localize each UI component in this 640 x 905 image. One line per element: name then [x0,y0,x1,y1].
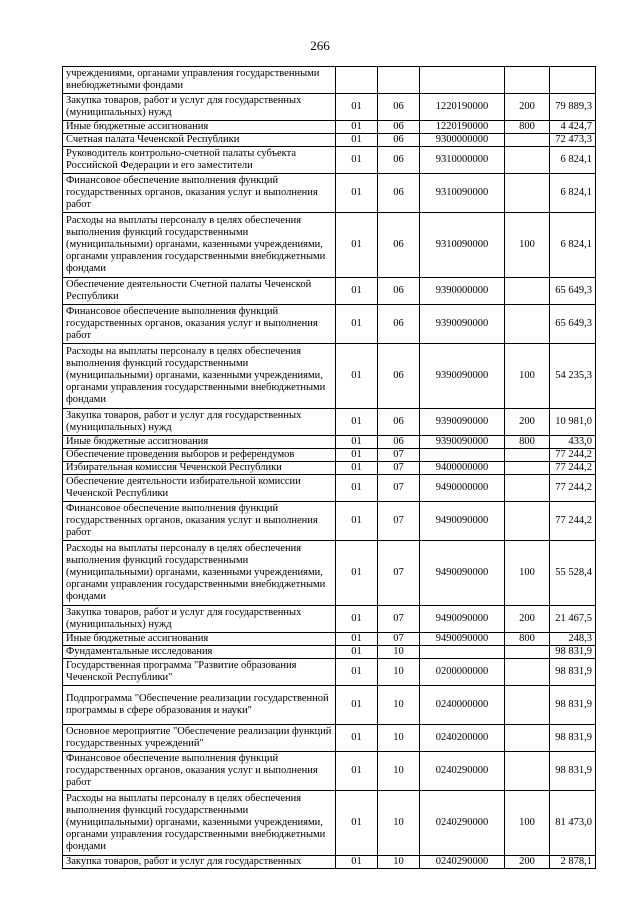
row-subsection-cell: 07 [378,606,420,633]
row-amount-cell: 98 831,9 [550,646,596,659]
row-name-cell: Финансовое обеспечение выполнения функций государственных органов, оказания услуг и выполнения работ [63,502,336,541]
row-subsection-cell: 10 [378,686,420,725]
row-expense-type-cell [505,752,550,791]
row-expense-type-cell: 100 [505,344,550,409]
row-amount-cell: 79 889,3 [550,94,596,121]
row-amount-cell: 6 824,1 [550,213,596,278]
row-expense-type-cell: 800 [505,633,550,646]
row-section-cell: 01 [336,213,378,278]
row-name-cell: Финансовое обеспечение выполнения функций государственных органов, оказания услуг и выполнения работ [63,752,336,791]
table-row [63,791,596,856]
row-expense-type-cell [505,449,550,462]
row-target-item-cell: 1220190000 [420,121,505,134]
row-subsection-cell: 10 [378,856,420,869]
table-row [63,856,596,869]
row-target-item-cell: 9390090000 [420,305,505,344]
row-expense-type-cell [505,305,550,344]
row-section-cell [336,67,378,94]
table-row [63,174,596,213]
row-amount-cell [550,67,596,94]
row-amount-cell: 98 831,9 [550,752,596,791]
row-amount-cell: 4 424,7 [550,121,596,134]
row-target-item-cell: 0240200000 [420,725,505,752]
table-row [63,409,596,436]
row-expense-type-cell [505,147,550,174]
row-subsection-cell: 06 [378,409,420,436]
row-target-item-cell: 9400000000 [420,462,505,475]
row-amount-cell: 54 235,3 [550,344,596,409]
row-expense-type-cell: 100 [505,213,550,278]
row-target-item-cell [420,646,505,659]
row-subsection-cell: 06 [378,174,420,213]
row-subsection-cell: 06 [378,121,420,134]
row-name-cell: Расходы на выплаты персоналу в целях обеспечения выполнения функций государственными (муниципальными) органами, казенными учреждениями, органами управления государственными внебюджетными фондами [63,791,336,856]
row-target-item-cell: 9300000000 [420,134,505,147]
row-section-cell: 01 [336,174,378,213]
row-section-cell: 01 [336,305,378,344]
row-name-cell: Расходы на выплаты персоналу в целях обеспечения выполнения функций государственными (муниципальными) органами, казенными учреждениями, органами управления государственными внебюджетными фондами [63,213,336,278]
row-expense-type-cell: 100 [505,791,550,856]
row-amount-cell: 65 649,3 [550,305,596,344]
row-name-cell: Финансовое обеспечение выполнения функций государственных органов, оказания услуг и выполнения работ [63,174,336,213]
row-amount-cell: 433,0 [550,436,596,449]
row-expense-type-cell: 200 [505,606,550,633]
row-expense-type-cell [505,134,550,147]
row-amount-cell: 10 981,0 [550,409,596,436]
table-row [63,752,596,791]
row-section-cell: 01 [336,475,378,502]
row-section-cell: 01 [336,121,378,134]
row-expense-type-cell: 800 [505,436,550,449]
row-subsection-cell: 06 [378,134,420,147]
row-expense-type-cell [505,475,550,502]
row-target-item-cell: 9310090000 [420,174,505,213]
row-section-cell: 01 [336,646,378,659]
row-target-item-cell: 0240290000 [420,791,505,856]
row-target-item-cell: 9390000000 [420,278,505,305]
row-section-cell: 01 [336,94,378,121]
row-expense-type-cell: 800 [505,121,550,134]
row-subsection-cell: 10 [378,725,420,752]
row-name-cell: Финансовое обеспечение выполнения функций государственных органов, оказания услуг и выполнения работ [63,305,336,344]
row-amount-cell: 72 473,3 [550,134,596,147]
row-target-item-cell: 0240000000 [420,686,505,725]
row-name-cell: Закупка товаров, работ и услуг для государственных (муниципальных) нужд [63,409,336,436]
row-section-cell: 01 [336,725,378,752]
row-target-item-cell: 9490090000 [420,633,505,646]
row-name-cell: Закупка товаров, работ и услуг для государственных [63,856,336,869]
row-subsection-cell [378,67,420,94]
row-subsection-cell: 10 [378,791,420,856]
row-section-cell: 01 [336,134,378,147]
row-expense-type-cell: 200 [505,409,550,436]
table-row [63,659,596,686]
row-name-cell: Фундаментальные исследования [63,646,336,659]
row-name-cell: Государственная программа "Развитие образования Чеченской Республики" [63,659,336,686]
row-amount-cell: 77 244,2 [550,449,596,462]
row-expense-type-cell: 200 [505,856,550,869]
row-amount-cell: 77 244,2 [550,475,596,502]
row-name-cell: Счетная палата Чеченской Республики [63,134,336,147]
row-name-cell: Расходы на выплаты персоналу в целях обеспечения выполнения функций государственными (муниципальными) органами, казенными учреждениями, органами управления государственными внебюджетными фондами [63,541,336,606]
row-subsection-cell: 06 [378,278,420,305]
row-target-item-cell: 1220190000 [420,94,505,121]
row-section-cell: 01 [336,856,378,869]
row-amount-cell: 2 878,1 [550,856,596,869]
row-target-item-cell: 9390090000 [420,344,505,409]
row-section-cell: 01 [336,502,378,541]
row-name-cell: Избирательная комиссия Чеченской Республики [63,462,336,475]
row-section-cell: 01 [336,659,378,686]
row-expense-type-cell [505,67,550,94]
table-row [63,436,596,449]
row-name-cell: Расходы на выплаты персоналу в целях обеспечения выполнения функций государственными (муниципальными) органами, казенными учреждениями, органами управления государственными внебюджетными фондами [63,344,336,409]
row-amount-cell: 6 824,1 [550,174,596,213]
row-name-cell: Основное мероприятие "Обеспечение реализации функций государственных учреждений" [63,725,336,752]
row-target-item-cell: 9390090000 [420,436,505,449]
row-subsection-cell: 07 [378,462,420,475]
row-expense-type-cell [505,659,550,686]
row-name-cell: Закупка товаров, работ и услуг для государственных (муниципальных) нужд [63,94,336,121]
row-amount-cell: 77 244,2 [550,502,596,541]
row-subsection-cell: 06 [378,94,420,121]
row-name-cell: Руководитель контрольно-счетной палаты субъекта Российской Федерации и его заместители [63,147,336,174]
row-amount-cell: 98 831,9 [550,659,596,686]
table-row [63,725,596,752]
row-name-cell: Иные бюджетные ассигнования [63,121,336,134]
row-section-cell: 01 [336,278,378,305]
table-row [63,67,596,94]
row-expense-type-cell [505,686,550,725]
row-section-cell: 01 [336,436,378,449]
row-amount-cell: 55 528,4 [550,541,596,606]
row-target-item-cell: 0240290000 [420,752,505,791]
row-subsection-cell: 06 [378,147,420,174]
row-subsection-cell: 06 [378,436,420,449]
row-expense-type-cell [505,646,550,659]
row-subsection-cell: 06 [378,344,420,409]
table-row [63,449,596,462]
row-name-cell: Обеспечение деятельности Счетной палаты Чеченской Республики [63,278,336,305]
row-target-item-cell: 9310000000 [420,147,505,174]
table-row [63,686,596,725]
row-name-cell: Обеспечение проведения выборов и референдумов [63,449,336,462]
row-subsection-cell: 10 [378,646,420,659]
row-subsection-cell: 07 [378,502,420,541]
row-target-item-cell: 9490090000 [420,606,505,633]
row-section-cell: 01 [336,791,378,856]
row-section-cell: 01 [336,147,378,174]
table-row [63,278,596,305]
row-target-item-cell: 9490090000 [420,502,505,541]
budget-table [62,66,596,869]
row-subsection-cell: 10 [378,752,420,791]
row-name-cell: Обеспечение деятельности избирательной комиссии Чеченской Республики [63,475,336,502]
row-amount-cell: 98 831,9 [550,725,596,752]
table-row [63,502,596,541]
row-expense-type-cell: 200 [505,94,550,121]
row-section-cell: 01 [336,606,378,633]
row-section-cell: 01 [336,633,378,646]
row-expense-type-cell: 100 [505,541,550,606]
table-row [63,305,596,344]
row-target-item-cell: 9310090000 [420,213,505,278]
row-target-item-cell: 0240290000 [420,856,505,869]
row-name-cell: Подпрограмма "Обеспечение реализации государственной программы в сфере образования и науки" [63,686,336,725]
row-amount-cell: 77 244,2 [550,462,596,475]
table-row [63,147,596,174]
row-target-item-cell: 9390090000 [420,409,505,436]
row-name-cell: Закупка товаров, работ и услуг для государственных (муниципальных) нужд [63,606,336,633]
table-row [63,646,596,659]
table-row [63,541,596,606]
row-amount-cell: 21 467,5 [550,606,596,633]
row-expense-type-cell [505,462,550,475]
table-row [63,475,596,502]
row-section-cell: 01 [336,686,378,725]
row-section-cell: 01 [336,462,378,475]
row-amount-cell: 98 831,9 [550,686,596,725]
row-subsection-cell: 10 [378,659,420,686]
row-target-item-cell: 9490000000 [420,475,505,502]
row-subsection-cell: 07 [378,449,420,462]
row-name-cell: Иные бюджетные ассигнования [63,436,336,449]
page-number: 266 [310,38,330,53]
row-expense-type-cell [505,174,550,213]
row-expense-type-cell [505,502,550,541]
row-subsection-cell: 06 [378,305,420,344]
table-row [63,94,596,121]
row-target-item-cell: 0200000000 [420,659,505,686]
table-row [63,213,596,278]
table-row [63,121,596,134]
table-row [63,606,596,633]
row-name-cell: учреждениями, органами управления государственными внебюджетными фондами [63,67,336,94]
table-row [63,462,596,475]
table-row [63,344,596,409]
row-subsection-cell: 07 [378,633,420,646]
row-expense-type-cell [505,725,550,752]
table-row [63,633,596,646]
row-expense-type-cell [505,278,550,305]
row-subsection-cell: 07 [378,541,420,606]
table-row [63,134,596,147]
row-section-cell: 01 [336,409,378,436]
row-name-cell: Иные бюджетные ассигнования [63,633,336,646]
row-section-cell: 01 [336,344,378,409]
row-section-cell: 01 [336,752,378,791]
row-subsection-cell: 07 [378,475,420,502]
budget-table-body [63,67,596,869]
row-target-item-cell [420,67,505,94]
row-amount-cell: 6 824,1 [550,147,596,174]
row-amount-cell: 81 473,0 [550,791,596,856]
row-section-cell: 01 [336,541,378,606]
row-target-item-cell: 9490090000 [420,541,505,606]
row-amount-cell: 248,3 [550,633,596,646]
row-subsection-cell: 06 [378,213,420,278]
row-target-item-cell [420,449,505,462]
row-section-cell: 01 [336,449,378,462]
row-amount-cell: 65 649,3 [550,278,596,305]
